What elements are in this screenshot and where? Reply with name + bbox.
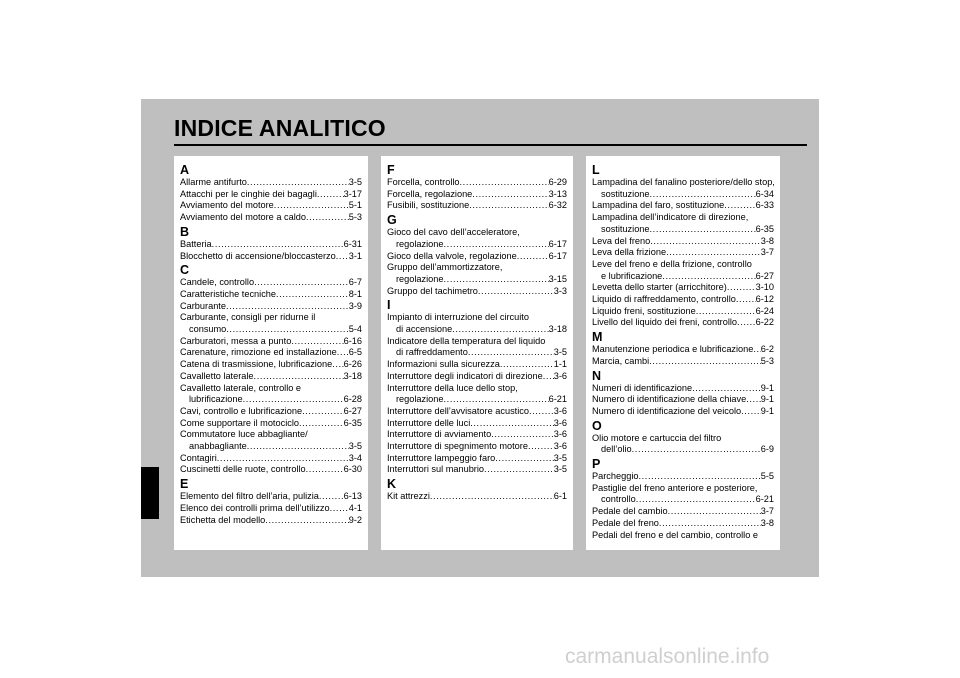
- index-entry[interactable]: [592, 282, 774, 294]
- leader-dots: [226, 324, 348, 336]
- leader-dots: [484, 464, 554, 476]
- entry-label: Contagiri: [180, 452, 217, 463]
- entry-label: Catena di trasmissione, lubrificazione: [180, 359, 333, 370]
- entry-label: sostituzione: [601, 223, 650, 234]
- index-column-3: [586, 156, 780, 550]
- leader-dots: [226, 301, 349, 313]
- index-entry[interactable]: [592, 394, 774, 406]
- entry-page-number: 3-5: [553, 464, 567, 475]
- watermark: carmanualsonline.info: [565, 645, 770, 668]
- leader-dots: [319, 491, 344, 503]
- leader-dots: [741, 406, 761, 418]
- index-entry[interactable]: [592, 317, 774, 329]
- entry-page-number: 6-17: [548, 238, 567, 249]
- index-entry[interactable]: [180, 371, 362, 383]
- index-entry[interactable]: [592, 433, 774, 456]
- index-entry[interactable]: [592, 247, 774, 259]
- leader-dots: [737, 317, 756, 329]
- index-entry[interactable]: [387, 406, 567, 418]
- index-entry[interactable]: [180, 239, 362, 251]
- entry-label: di accensione: [396, 324, 453, 335]
- entry-page-number: 3-5: [553, 452, 567, 463]
- entry-page-number: 6-21: [548, 394, 567, 405]
- index-entry[interactable]: [387, 189, 567, 201]
- index-entry[interactable]: [180, 453, 362, 465]
- entry-label: Gioco della valvole, regolazione: [387, 250, 517, 261]
- leader-dots: [638, 471, 760, 483]
- index-entry[interactable]: [592, 177, 774, 200]
- entry-label: Pedale del freno: [592, 517, 659, 528]
- entry-label: Pedale del cambio: [592, 506, 668, 517]
- index-entry[interactable]: [180, 312, 362, 335]
- section-letter: N: [592, 368, 602, 383]
- leader-dots: [330, 503, 349, 515]
- leader-dots: [668, 506, 761, 518]
- entry-page-number: 3-13: [548, 188, 567, 199]
- entry-page-number: 3-7: [760, 247, 774, 258]
- section-letter: B: [180, 224, 190, 239]
- entry-page-number: 3-6: [553, 417, 567, 428]
- entry-label: lubrificazione: [189, 394, 243, 405]
- leader-dots: [696, 306, 756, 318]
- leader-dots: [636, 494, 756, 506]
- leader-dots: [727, 282, 756, 294]
- entry-label: Lampadina dell’indicatore di direzione,: [592, 212, 749, 223]
- leader-dots: [666, 247, 761, 259]
- entry-page-number: 3-3: [553, 285, 567, 296]
- leader-dots: [306, 464, 344, 476]
- index-entry[interactable]: [180, 177, 362, 189]
- leader-dots: [254, 277, 349, 289]
- entry-label: Elemento del filtro dell’aria, pulizia: [180, 491, 319, 502]
- entry-label: Carburatori, messa a punto: [180, 335, 292, 346]
- entry-page-number: 3-17: [343, 188, 362, 199]
- index-entry[interactable]: [592, 236, 774, 248]
- leader-dots: [317, 189, 344, 201]
- index-entry[interactable]: [180, 189, 362, 201]
- entry-label: dell’olio: [601, 444, 632, 455]
- entry-page-number: 3-5: [553, 347, 567, 358]
- entry-label: Impianto di interruzione del circuito: [387, 312, 529, 323]
- entry-page-number: 6-31: [343, 238, 362, 249]
- entry-label: Cavalletto laterale, controllo e: [180, 382, 302, 393]
- index-entry[interactable]: [592, 356, 774, 368]
- entry-label: e lubrificazione: [601, 270, 663, 281]
- entry-page-number: 3-15: [548, 273, 567, 284]
- section-letter: C: [180, 263, 190, 278]
- leader-dots: [650, 224, 756, 236]
- leader-dots: [460, 177, 549, 189]
- entry-label: Carenature, rimozione ed installazione: [180, 347, 337, 358]
- entry-label: consumo: [189, 324, 227, 335]
- entry-label: Caratteristiche tecniche: [180, 288, 277, 299]
- entry-page-number: 6-35: [755, 223, 774, 234]
- index-entry[interactable]: [180, 464, 362, 476]
- index-entry[interactable]: [592, 200, 774, 212]
- section-letter: E: [180, 477, 189, 492]
- entry-label: Leve del freno e della frizione, controllo: [592, 258, 752, 269]
- leader-dots: [650, 236, 760, 248]
- leader-dots: [332, 359, 343, 371]
- index-entry[interactable]: [592, 530, 774, 542]
- leader-dots: [543, 371, 554, 383]
- index-entry[interactable]: [387, 441, 567, 453]
- entry-page-number: 3-9: [348, 300, 362, 311]
- entry-label: Candele, controllo: [180, 277, 255, 288]
- entry-label: Gioco del cavo dell’acceleratore,: [387, 227, 520, 238]
- entry-label: Gruppo dell’ammortizzatore,: [387, 262, 503, 273]
- entry-label: Liquido freni, sostituzione: [592, 305, 696, 316]
- entry-page-number: 9-1: [760, 405, 774, 416]
- section-letter: A: [180, 163, 190, 177]
- index-entry[interactable]: [592, 294, 774, 306]
- index-entry[interactable]: [387, 429, 567, 441]
- index-entry[interactable]: [592, 212, 774, 235]
- entry-page-number: 8-1: [348, 288, 362, 299]
- index-entry[interactable]: [180, 347, 362, 359]
- entry-label: Numero di identificazione della chiave: [592, 394, 747, 405]
- entry-page-number: 5-5: [760, 471, 774, 482]
- entry-page-number: 6-26: [343, 359, 362, 370]
- index-entry[interactable]: [387, 359, 567, 371]
- index-entry[interactable]: [387, 336, 567, 359]
- entry-label: Etichetta del modello: [180, 514, 266, 525]
- leader-dots: [746, 394, 760, 406]
- leader-dots: [472, 189, 548, 201]
- entry-label: Numeri di identificazione: [592, 382, 693, 393]
- entry-label: Lampadina del faro, sostituzione: [592, 200, 725, 211]
- entry-label: Carburante: [180, 300, 226, 311]
- entry-label: Liquido di raffreddamento, controllo: [592, 294, 736, 305]
- leader-dots: [243, 394, 344, 406]
- entry-label: Pedali del freno e del cambio, controllo e: [592, 529, 758, 540]
- entry-label: regolazione: [396, 394, 444, 405]
- entry-page-number: 6-29: [548, 177, 567, 187]
- entry-label: Lampadina del fanalino posteriore/dello stop,: [592, 177, 775, 187]
- entry-page-number: 9-1: [760, 382, 774, 393]
- entry-page-number: 3-8: [760, 235, 774, 246]
- section-letter: K: [387, 477, 397, 492]
- index-entry[interactable]: [387, 200, 567, 212]
- index-entry[interactable]: [387, 418, 567, 430]
- leader-dots: [430, 491, 554, 503]
- entry-label: Numero di identificazione del veicolo: [592, 405, 742, 416]
- index-entry[interactable]: [387, 383, 567, 406]
- index-entry[interactable]: [180, 491, 362, 503]
- entry-page-number: 6-9: [760, 444, 774, 455]
- entry-page-number: 6-27: [755, 270, 774, 281]
- index-entry[interactable]: [180, 277, 362, 289]
- entry-label: Marcia, cambi: [592, 355, 650, 366]
- entry-label: Leva della frizione: [592, 247, 667, 258]
- leader-dots: [444, 274, 549, 286]
- entry-page-number: 6-28: [343, 394, 362, 405]
- entry-page-number: 3-18: [343, 370, 362, 381]
- index-entry[interactable]: [592, 471, 774, 483]
- entry-page-number: 6-7: [348, 277, 362, 288]
- index-entry[interactable]: [592, 406, 774, 418]
- leader-dots: [291, 336, 343, 348]
- entry-label: Indicatore della temperatura del liquido: [387, 335, 546, 346]
- entry-label: Forcella, regolazione: [387, 188, 473, 199]
- index-column-2: [381, 156, 573, 550]
- section-letter: M: [592, 330, 603, 345]
- index-entry[interactable]: [592, 483, 774, 506]
- leader-dots: [452, 324, 548, 336]
- section-letter: G: [387, 213, 397, 228]
- entry-label: Interruttore della luce dello stop,: [387, 382, 518, 393]
- entry-page-number: 5-1: [348, 200, 362, 211]
- entry-page-number: 1-1: [553, 359, 567, 370]
- entry-label: Carburante, consigli per ridurne il: [180, 312, 316, 323]
- entry-page-number: 6-1: [553, 491, 567, 502]
- entry-page-number: 6-13: [343, 491, 362, 502]
- index-entry[interactable]: [180, 359, 362, 371]
- entry-page-number: 5-3: [760, 355, 774, 366]
- section-letter: P: [592, 457, 601, 472]
- section-letter: L: [592, 163, 600, 177]
- leader-dots: [337, 347, 349, 359]
- index-column-1: [174, 156, 368, 550]
- entry-label: Interruttore delle luci: [387, 417, 471, 428]
- leader-dots: [444, 394, 549, 406]
- entry-page-number: 3-6: [553, 370, 567, 381]
- entry-label: controllo: [601, 494, 636, 505]
- entry-label: Livello del liquido dei freni, controllo: [592, 317, 738, 328]
- entry-label: anabbagliante: [189, 441, 247, 452]
- index-entry[interactable]: [180, 251, 362, 263]
- leader-dots: [247, 177, 349, 189]
- entry-page-number: 3-18: [548, 324, 567, 335]
- entry-label: Elenco dei controlli prima dell’utilizzo: [180, 502, 330, 513]
- index-entry[interactable]: [387, 286, 567, 298]
- leader-dots: [468, 347, 554, 359]
- index-entry[interactable]: [180, 212, 362, 224]
- index-entry[interactable]: [387, 262, 567, 285]
- entry-label: Batteria: [180, 238, 212, 249]
- leader-dots: [491, 429, 554, 441]
- entry-label: Attacchi per le cinghie dei bagagli: [180, 188, 317, 199]
- leader-dots: [265, 515, 348, 527]
- entry-label: Informazioni sulla sicurezza: [387, 359, 500, 370]
- entry-page-number: 6-30: [343, 464, 362, 475]
- leader-dots: [528, 441, 554, 453]
- entry-label: Gruppo del tachimetro: [387, 285, 478, 296]
- index-entry[interactable]: [387, 312, 567, 335]
- entry-label: Olio motore e cartuccia del filtro: [592, 432, 722, 443]
- entry-page-number: 6-16: [343, 335, 362, 346]
- leader-dots: [444, 239, 549, 251]
- entry-page-number: 6-17: [548, 250, 567, 261]
- index-entry[interactable]: [180, 383, 362, 406]
- leader-dots: [336, 251, 349, 263]
- title-rule: [174, 144, 807, 146]
- index-entry[interactable]: [387, 464, 567, 476]
- leader-dots: [470, 418, 553, 430]
- leader-dots: [469, 200, 548, 212]
- entry-label: Interruttori sul manubrio: [387, 464, 485, 475]
- leader-dots: [500, 359, 554, 371]
- leader-dots: [478, 286, 554, 298]
- entry-page-number: 6-24: [755, 305, 774, 316]
- entry-page-number: 3-10: [755, 282, 774, 293]
- index-entry[interactable]: [180, 503, 362, 515]
- index-entry[interactable]: [387, 251, 567, 263]
- index-entry[interactable]: [592, 506, 774, 518]
- index-entry[interactable]: [180, 515, 362, 527]
- entry-page-number: 6-5: [348, 347, 362, 358]
- index-entry[interactable]: [180, 336, 362, 348]
- entry-label: Allarme antifurto: [180, 177, 247, 187]
- entry-page-number: 5-4: [348, 324, 362, 335]
- entry-label: di raffreddamento: [396, 347, 468, 358]
- entry-label: Avviamento del motore a caldo: [180, 212, 306, 223]
- leader-dots: [650, 189, 756, 201]
- entry-label: Commutatore luce abbagliante/: [180, 429, 308, 440]
- leader-dots: [753, 344, 760, 356]
- entry-label: Come supportare il motociclo: [180, 417, 299, 428]
- entry-page-number: 6-32: [548, 200, 567, 211]
- entry-page-number: 4-1: [348, 502, 362, 513]
- index-entry[interactable]: [387, 491, 567, 503]
- entry-label: Pastiglie del freno anteriore e posteriore,: [592, 482, 758, 493]
- index-entry[interactable]: [180, 429, 362, 452]
- leader-dots: [299, 418, 344, 430]
- entry-page-number: 3-6: [553, 429, 567, 440]
- section-letter: F: [387, 163, 395, 177]
- leader-dots: [736, 294, 756, 306]
- entry-page-number: 3-5: [348, 441, 362, 452]
- entry-label: Fusibili, sostituzione: [387, 200, 470, 211]
- entry-label: Parcheggio: [592, 471, 639, 482]
- index-entry[interactable]: [387, 227, 567, 250]
- entry-label: Forcella, controllo: [387, 177, 460, 187]
- leader-dots: [724, 200, 755, 212]
- leader-dots: [276, 289, 349, 301]
- entry-page-number: 3-4: [348, 452, 362, 463]
- index-entry[interactable]: [180, 200, 362, 212]
- entry-page-number: 6-22: [755, 317, 774, 328]
- leader-dots: [247, 441, 349, 453]
- leader-dots: [495, 453, 553, 465]
- section-letter: I: [387, 298, 391, 313]
- entry-page-number: 3-8: [760, 517, 774, 528]
- entry-page-number: 3-7: [760, 506, 774, 517]
- entry-label: Manutenzione periodica e lubrificazione: [592, 344, 754, 355]
- chapter-tab-marker: [141, 467, 159, 519]
- index-entry[interactable]: [387, 177, 567, 189]
- entry-label: regolazione: [396, 273, 444, 284]
- entry-page-number: 6-21: [755, 494, 774, 505]
- entry-label: Interruttore degli indicatori di direzione: [387, 370, 543, 381]
- section-letter: O: [592, 418, 602, 433]
- index-entry[interactable]: [592, 344, 774, 356]
- leader-dots: [217, 453, 349, 465]
- leader-dots: [302, 406, 344, 418]
- entry-label: Kit attrezzi: [387, 491, 430, 502]
- entry-page-number: 3-1: [348, 250, 362, 261]
- entry-page-number: 6-33: [755, 200, 774, 211]
- entry-page-number: 6-2: [760, 344, 774, 355]
- entry-page-number: 6-12: [755, 294, 774, 305]
- index-entry[interactable]: [592, 306, 774, 318]
- leader-dots: [662, 271, 755, 283]
- index-entry[interactable]: [180, 406, 362, 418]
- index-entry[interactable]: [180, 289, 362, 301]
- entry-label: Cavalletto laterale: [180, 370, 254, 381]
- leader-dots: [659, 518, 761, 530]
- leader-dots: [274, 200, 349, 212]
- entry-label: Cavi, controllo e lubrificazione: [180, 405, 303, 416]
- index-entry[interactable]: [592, 383, 774, 395]
- entry-label: Leva del freno: [592, 235, 651, 246]
- entry-label: Interruttore di spegnimento motore: [387, 441, 528, 452]
- entry-label: Interruttore di avviamento: [387, 429, 492, 440]
- entry-page-number: 6-35: [343, 417, 362, 428]
- entry-label: sostituzione: [601, 188, 650, 199]
- entry-page-number: 6-34: [755, 188, 774, 199]
- entry-label: Interruttore lampeggio faro: [387, 452, 496, 463]
- leader-dots: [254, 371, 344, 383]
- entry-label: Cuscinetti delle ruote, controllo: [180, 464, 306, 475]
- entry-label: Levetta dello starter (arricchitore): [592, 282, 727, 293]
- entry-label: regolazione: [396, 238, 444, 249]
- leader-dots: [692, 383, 761, 395]
- entry-page-number: 3-6: [553, 405, 567, 416]
- entry-label: Interruttore dell’avvisatore acustico: [387, 405, 529, 416]
- leader-dots: [529, 406, 554, 418]
- index-entry[interactable]: [180, 418, 362, 430]
- leader-dots: [649, 356, 761, 368]
- leader-dots: [632, 444, 761, 456]
- entry-page-number: 9-2: [348, 514, 362, 525]
- index-entry[interactable]: [592, 259, 774, 282]
- leader-dots: [517, 251, 549, 263]
- entry-page-number: 5-3: [348, 212, 362, 223]
- entry-page-number: 3-5: [348, 177, 362, 187]
- index-entry[interactable]: [387, 371, 567, 383]
- leader-dots: [212, 239, 344, 251]
- index-entry[interactable]: [592, 518, 774, 530]
- entry-label: Avviamento del motore: [180, 200, 274, 211]
- page-title: INDICE ANALITICO: [174, 115, 386, 141]
- entry-page-number: 3-6: [553, 441, 567, 452]
- index-entry[interactable]: [387, 453, 567, 465]
- leader-dots: [306, 212, 349, 224]
- entry-label: Blocchetto di accensione/bloccasterzo: [180, 250, 336, 261]
- index-entry[interactable]: [180, 301, 362, 313]
- entry-page-number: 6-27: [343, 405, 362, 416]
- entry-page-number: 9-1: [760, 394, 774, 405]
